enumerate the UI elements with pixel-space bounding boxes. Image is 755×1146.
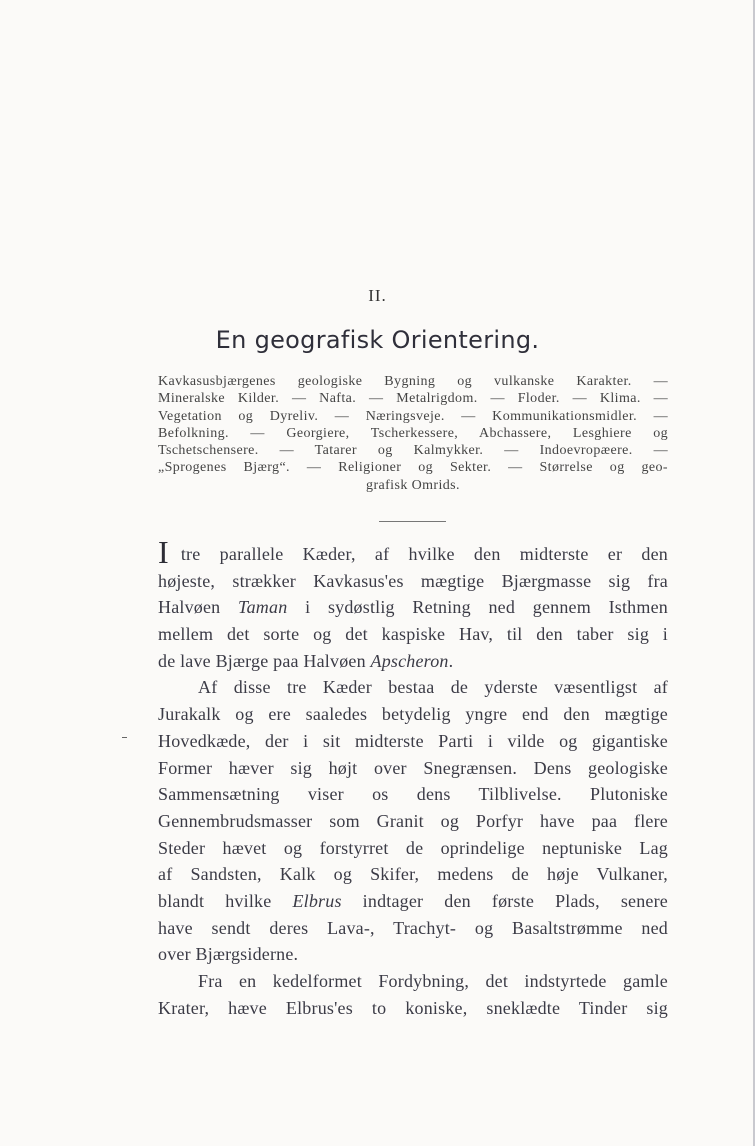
- body-line: af Sandsten, Kalk og Skifer, medens de høje Vulkaner,: [158, 864, 668, 885]
- body-line: Sammensætning viser os dens Tilblivelse. Plutoniske: [158, 784, 668, 805]
- summary-line: grafisk Omrids.: [366, 477, 460, 493]
- chapter-title: En geografisk Orientering.: [215, 326, 540, 354]
- body-line: Gennembrudsmasser som Granit og Porfyr have paa flere: [158, 810, 668, 831]
- chapter-number: II.: [368, 286, 387, 305]
- body-line: Steder hævet og forstyrret de oprindelige neptuniske Lag: [158, 837, 668, 858]
- summary-line: Befolkning. — Georgiere, Tscherkessere, Abchassere, Lesghiere og: [158, 425, 668, 441]
- summary-line: Mineralske Kilder. — Nafta. — Metalrigdom. — Floder. — Klima. —: [158, 391, 668, 407]
- drop-cap: I: [158, 534, 169, 570]
- margin-mark: [122, 737, 127, 738]
- summary-line: Kavkasusbjærgenes geologiske Bygning og vulkanske Karakter. —: [158, 374, 668, 389]
- body-line: Itre parallele Kæder, af hvilke den midterste er den: [158, 534, 668, 570]
- place-name: Taman: [238, 597, 288, 618]
- body-line: have sendt deres Lava-, Trachyt- og Basaltstrømme ned: [158, 917, 668, 938]
- body-line: mellem det sorte og det kaspiske Hav, til den taber sig i: [158, 624, 668, 645]
- body-line: Krater, hæve Elbrus'es to koniske, sneklædte Tinder sig: [158, 997, 668, 1018]
- place-name: Apscheron: [370, 650, 449, 671]
- body-line: Former hæver sig højt over Snegrænsen. Dens geologiske: [158, 757, 668, 778]
- summary-line: Tschetschensere. — Tatarer og Kalmykker. — Indoevropæere. —: [158, 443, 668, 459]
- body-line: over Bjærgsiderne.: [158, 944, 299, 965]
- chapter-summary: [158, 373, 668, 494]
- place-name: Elbrus: [292, 890, 342, 911]
- summary-line: „Sprogenes Bjærg“. — Religioner og Sekter. — Størrelse og geo-: [158, 460, 668, 476]
- body-line: Af disse tre Kæder bestaa de yderste væsentligst af: [198, 677, 668, 698]
- body-line: blandt hvilke Elbrus indtager den første Plads, senere: [158, 890, 668, 911]
- body-line: Halvøen Taman i sydøstlig Retning ned gennem Isthmen: [158, 597, 668, 618]
- summary-line: Vegetation og Dyreliv. — Næringsveje. — Kommunikationsmidler. —: [158, 408, 668, 424]
- body-line: de lave Bjærge paa Halvøen Apscheron.: [158, 650, 454, 671]
- body-line: Jurakalk og ere saaledes betydelig yngre end den mægtige: [158, 704, 668, 725]
- body-line: Hovedkæde, der i sit midterste Parti i vilde og gigantiske: [158, 730, 668, 751]
- section-divider: [379, 521, 446, 522]
- body-line: Fra en kedelformet Fordybning, det indstyrtede gamle: [198, 971, 668, 991]
- body-line: højeste, strækker Kavkasus'es mægtige Bjærgmasse sig fra: [158, 570, 668, 591]
- body-text: [158, 534, 668, 1021]
